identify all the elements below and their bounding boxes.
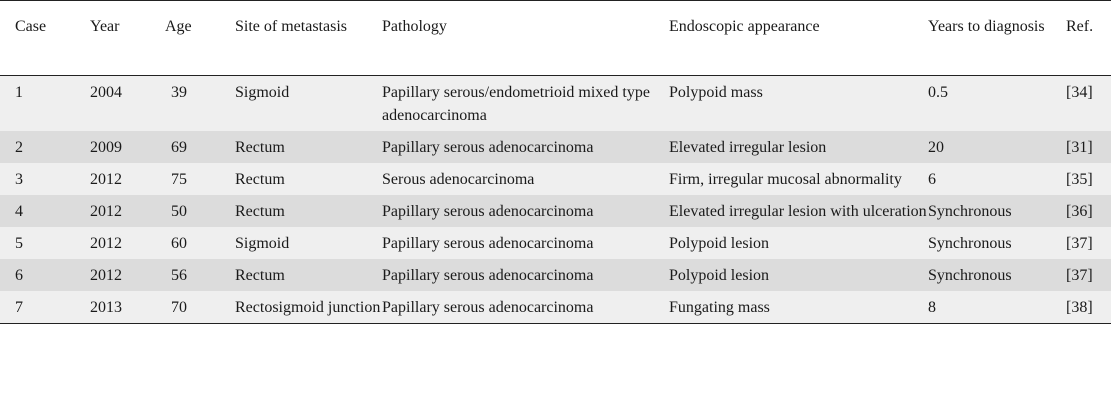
cell-site: Sigmoid [235,235,290,252]
cell-case: 1 [15,84,23,101]
cell-case: 7 [15,299,23,316]
cell-pathology: Papillary serous/endometrioid mixed type adenocarcinoma [382,84,650,124]
header-years-to-diagnosis: Years to diagnosis [928,18,1045,35]
cell-years-to-diagnosis: 6 [928,171,936,188]
cell-case: 3 [15,171,23,188]
cell-case: 2 [15,139,23,156]
table-row [0,291,1111,324]
header-case: Case [15,18,47,35]
cell-year: 2012 [90,171,122,188]
header-endoscopic: Endoscopic appearance [669,18,820,35]
cell-years-to-diagnosis: Synchronous [928,203,1012,220]
header-ref: Ref. [1066,18,1094,35]
cell-pathology: Papillary serous adenocarcinoma [382,235,594,252]
header-pathology: Pathology [382,18,447,35]
cell-age: 75 [171,171,187,188]
cell-endoscopic: Polypoid mass [669,84,763,101]
cell-years-to-diagnosis: 0.5 [928,84,948,101]
cell-pathology: Papillary serous adenocarcinoma [382,203,594,220]
cell-ref: [36] [1066,203,1093,220]
cell-case: 5 [15,235,23,252]
cell-year: 2012 [90,235,122,252]
cell-endoscopic: Polypoid lesion [669,267,770,284]
cell-case: 4 [15,203,23,220]
cell-site: Rectum [235,203,285,220]
header-year: Year [90,18,120,35]
header-age: Age [165,18,192,35]
table-row [0,76,1111,132]
table-row [0,131,1111,163]
cell-ref: [31] [1066,139,1093,156]
cell-ref: [34] [1066,84,1093,101]
header-site: Site of metastasis [235,18,347,35]
table-header [0,1,1111,76]
table-body [0,76,1111,324]
header-row [0,1,1111,76]
cell-case: 6 [15,267,23,284]
cell-endoscopic: Elevated irregular lesion [669,139,827,156]
cell-pathology: Papillary serous adenocarcinoma [382,299,594,316]
cell-year: 2012 [90,203,122,220]
cell-site: Rectosigmoid junction [235,299,381,316]
cell-ref: [38] [1066,299,1093,316]
table-row [0,227,1111,259]
cell-age: 70 [171,299,187,316]
cell-pathology: Papillary serous adenocarcinoma [382,267,594,284]
cell-years-to-diagnosis: Synchronous [928,235,1012,252]
table-row [0,259,1111,291]
cell-year: 2009 [90,139,122,156]
cell-site: Rectum [235,139,285,156]
cell-years-to-diagnosis: 20 [928,139,944,156]
cell-site: Rectum [235,267,285,284]
cell-pathology: Papillary serous adenocarcinoma [382,139,594,156]
cell-year: 2013 [90,299,122,316]
cell-year: 2012 [90,267,122,284]
cell-age: 50 [171,203,187,220]
cell-age: 69 [171,139,187,156]
cell-endoscopic: Polypoid lesion [669,235,770,252]
cell-ref: [35] [1066,171,1093,188]
cell-ref: [37] [1066,267,1093,284]
cell-ref: [37] [1066,235,1093,252]
cell-year: 2004 [90,84,122,101]
cell-age: 39 [171,84,187,101]
cell-site: Rectum [235,171,285,188]
cell-endoscopic: Fungating mass [669,299,770,316]
table-row [0,163,1111,195]
cell-site: Sigmoid [235,84,290,101]
cell-years-to-diagnosis: 8 [928,299,936,316]
cell-years-to-diagnosis: Synchronous [928,267,1012,284]
cell-age: 56 [171,267,187,284]
cell-endoscopic: Elevated irregular lesion with ulceration [669,203,927,220]
table-row [0,195,1111,227]
cell-age: 60 [171,235,187,252]
cell-endoscopic: Firm, irregular mucosal abnormality [669,171,902,188]
cell-pathology: Serous adenocarcinoma [382,171,535,188]
